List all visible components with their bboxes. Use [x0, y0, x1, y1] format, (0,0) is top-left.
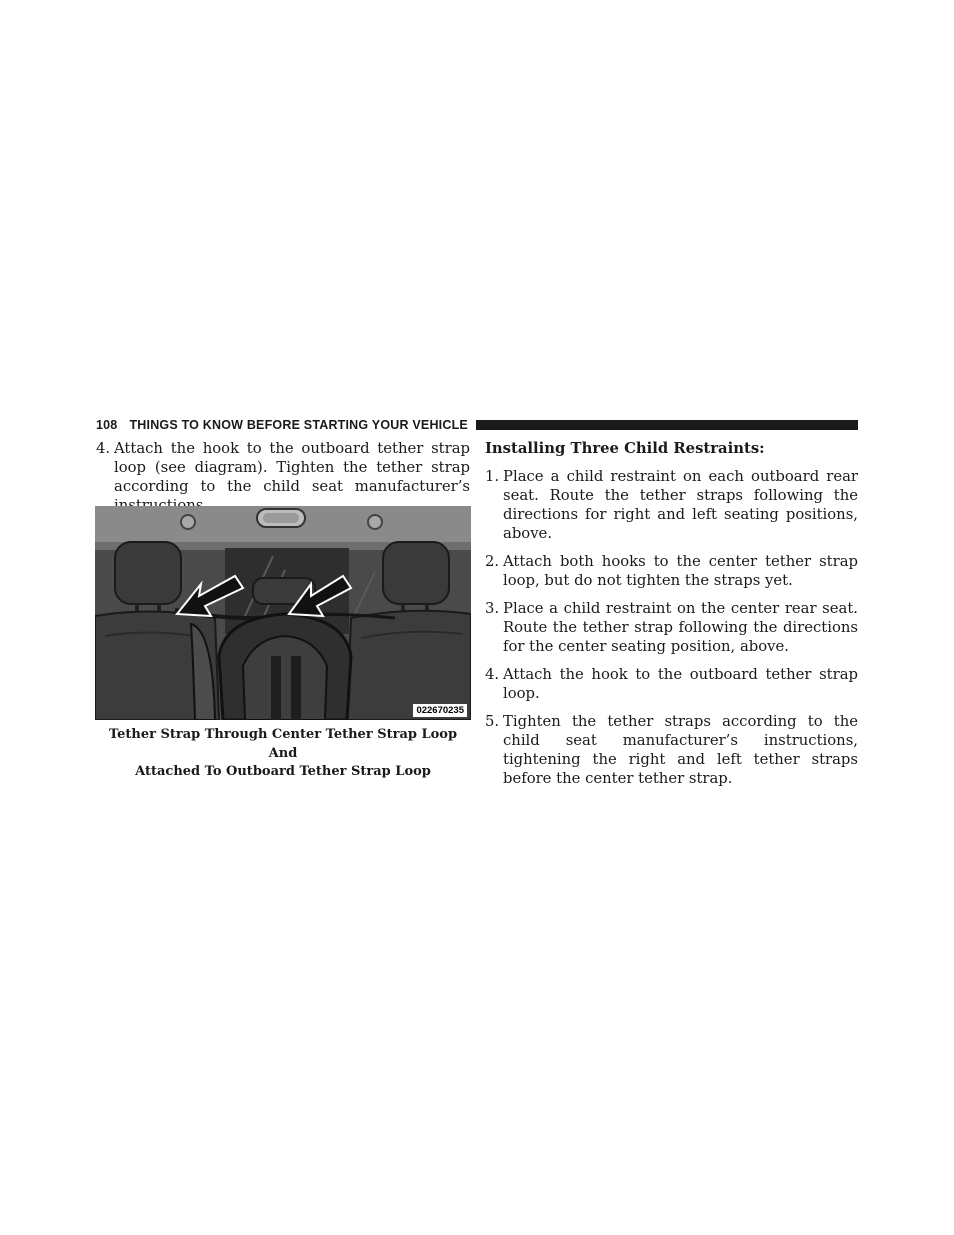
page-header [96, 418, 858, 432]
figure-caption [96, 726, 470, 782]
step-item [96, 439, 470, 515]
step-number: 1. [485, 468, 500, 485]
step-item [485, 712, 858, 788]
step-text: Place a child restraint on the center rear seat. Route the tether strap following the directions for the center seating position, above. [503, 600, 858, 655]
step-number: 4. [485, 666, 500, 683]
page-number: 108 [96, 418, 118, 432]
step-item [485, 467, 858, 543]
left-column [96, 439, 470, 515]
step-text: Attach the hook to the outboard tether strap loop. [503, 666, 858, 702]
step-item [485, 665, 858, 703]
step-text: Place a child restraint on each outboard rear seat. Route the tether straps following the directions for right and left seating positions, above. [503, 468, 858, 542]
step-number: 4. [96, 440, 111, 457]
step-text: Attach both hooks to the center tether strap loop, but do not tighten the straps yet. [503, 553, 858, 589]
tether-strap-figure [95, 506, 471, 720]
section-heading: Installing Three Child Restraints: [485, 440, 765, 457]
step-item [485, 599, 858, 656]
running-head: THINGS TO KNOW BEFORE STARTING YOUR VEHICLE [129, 418, 468, 432]
step-item [485, 552, 858, 590]
step-text: Tighten the tether straps according to the child seat manufacturer’s instructions, tightening the right and left tether straps before the center tether strap. [503, 713, 858, 787]
step-number: 5. [485, 713, 500, 730]
caption-line: Attached To Outboard Tether Strap Loop [135, 764, 431, 779]
step-number: 3. [485, 600, 500, 617]
right-column [485, 439, 858, 797]
figure-id-label: 022670235 [413, 704, 467, 717]
step-text: Attach the hook to the outboard tether strap loop (see diagram). Tighten the tether strap according to the child seat manufacturer’s [114, 440, 470, 495]
header-rule [476, 420, 858, 430]
caption-line: Tether Strap Through Center Tether Strap Loop And [108, 727, 458, 761]
step-number: 2. [485, 553, 500, 570]
rear-seat-illustration [95, 506, 471, 720]
